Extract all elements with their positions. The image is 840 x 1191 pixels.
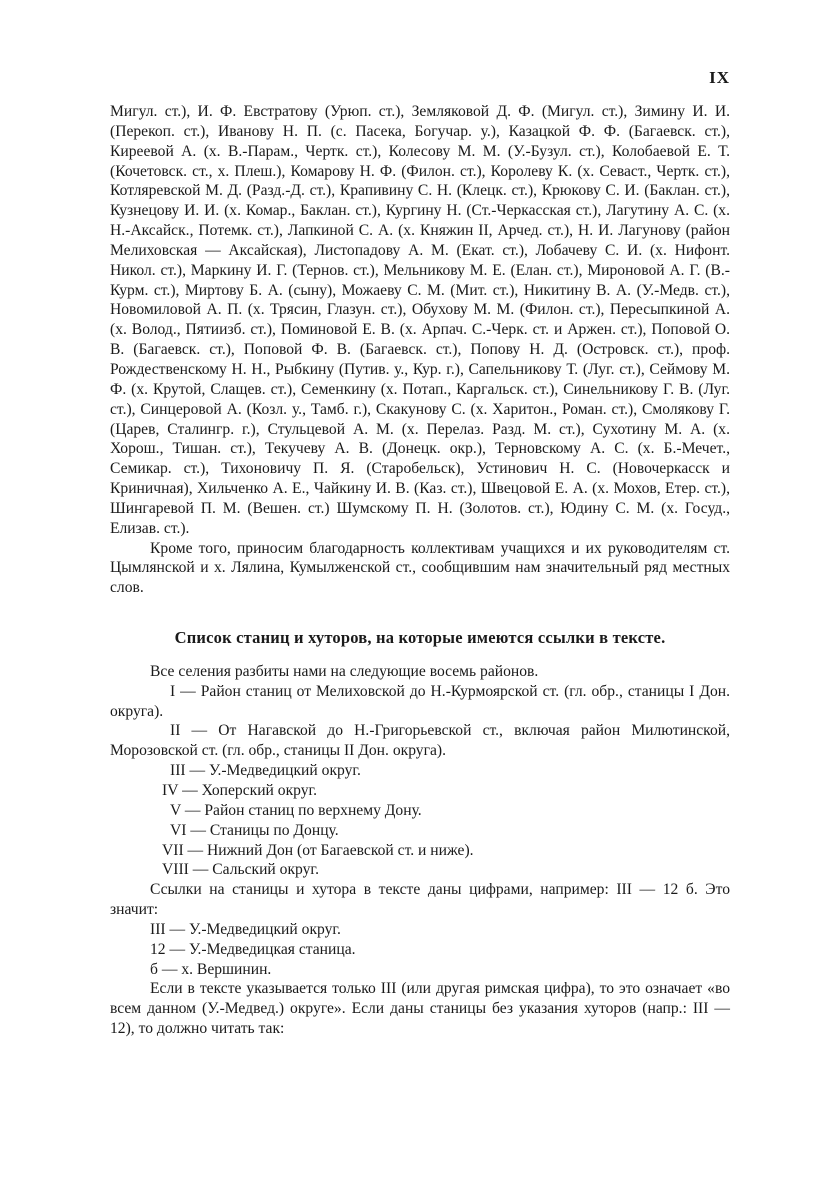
- section-intro: Все селения разбиты нами на следующие восемь районов.: [150, 662, 539, 680]
- closing-paragraph: Если в тексте указывается только III (или другая римская цифра), то это означает «во всем данном (У.-Медвед.) округе». Если даны станицы без указания хуторов (напр.: III — 12), то должно читать так:: [110, 980, 730, 1038]
- page-number: IX: [709, 68, 730, 87]
- reference-note: Ссылки на станицы и хутора в тексте даны цифрами, например: III — 12 б. Это значит:: [110, 881, 730, 919]
- district-item: V — Район станиц по верхнему Дону.: [170, 801, 422, 819]
- district-item: VIII — Сальский округ.: [162, 861, 319, 879]
- district-item: IV — Хоперский округ.: [162, 782, 318, 799]
- section-heading: Список станиц и хуторов, на которые имеются ссылки в тексте.: [174, 628, 666, 648]
- district-item: II — От Нагавской до Н.-Григорьевской ст., включая район Милютинской, Морозовской ст. (гл. обр., станицы II Дон. округа).: [110, 722, 730, 760]
- district-item: III — У.-Медведицкий округ.: [170, 762, 361, 780]
- page-content: [110, 102, 730, 1039]
- acknowledgements-paragraph: Мигул. ст.), И. Ф. Евстратову (Урюп. ст.), Земляковой Д. Ф. (Мигул. ст.), Зимину И. И. (Перекоп. ст.), Иванову Н. П. (с. Пасека, Богучар. у.), Казацкой Ф. Ф. (Багаевск. ст.), Киреевой А. (х. В.-Парам., Чертк. ст.), Колесову М. М. (У.-Бузул. ст.), Колобаевой Е. Т. (Кочетовск. ст., х. Плеш.), Комарову Н. Ф. (Филон. ст.), Королеву К. (х. Севаст., Чертк. ст.), Котляревской М. Д. (Разд.-Д. ст.), Крапивину С. Н. (Клецк. ст.), Крюкову С. И. (Баклан. ст.), Кузнецову И. И. (х. Комар., Баклан. ст.), Кургину Н. (Ст.-Черкасская ст.), Лагутину А. С. (х. Н.-Аксайск., Потемк. ст.), Лапкиной С. А. (х. Княжин II, Арчед. ст.), Н. И. Лагунову (район Мелиховская — Аксайская), Листопадову А. М. (Екат. ст.), Лобачеву С. И. (х. Нифонт. Никол. ст.), Маркину И. Г. (Тернов. ст.), Мельникову М. Е. (Елан. ст.), Мироновой А. Г. (В.-Курм. ст.), Миртову Б. А. (сыну), Можаеву С. М. (Мит. ст.), Никитину В. А. (У.-Медв. ст.), Новомиловой А. П. (х. Трясин, Глазун. ст.), Обухову М. М. (Филон. ст.), Пересыпкиной А. (х. Волод., Пятиизб. ст.), Поминовой Е. В. (х. Арпач. С.-Черк. ст. и Аржен. ст.), Поповой О. В. (Багаевск. ст.), Поповой Ф. В. (Багаевск. ст.), Попову Н. Д. (Островск. ст.), проф. Рождественскому Н. Н., Рыбкину (Путив. у., Кур. г.), Сапельникову Т. (Луг. ст.), Сеймову М. Ф. (х. Крутой, Слащев. ст.), Семенкину (х. Потап., Каргальск. ст.), Синельникову Г. В. (Луг. ст.), Синцеровой А. (Козл. у., Тамб. г.), Скакунову С. (х. Харитон., Роман. ст.), Смолякову Г. (Царев, Сталингр. г.), Стульцевой А. М. (х. Перелаз. Разд. М. ст.), Сухотину М. А. (х. Хорош., Тишан. ст.), Текучеву А. В. (Донецк. окр.), Терновскому А. С. (х. Б.-Мечет., Семикар. ст.), Тихоновичу П. Я. (Старобельск), Устинович Н. С. (Новочеркасск и Криничная), Хильченко А. Е., Чайкину И. В. (Каз. ст.), Швецовой Е. А. (х. Мохов, Етер. ст.), Шингаревой П. М. (Вешен. ст.) Шумскому П. Н. (Золотов. ст.), Юдину С. М. (х. Госуд., Елизав. ст.).: [110, 103, 730, 537]
- acknowledgements-closing-paragraph: Кроме того, приносим благодарность коллективам учащихся и их руководителям ст. Цымлянской и х. Лялина, Кумылженской ст., сообщившим нам значительный ряд местных слов.: [110, 539, 730, 597]
- district-item: I — Район станиц от Мелиховской до Н.-Курмоярской ст. (гл. обр., станицы I Дон. округа).: [110, 682, 730, 720]
- district-item: VII — Нижний Дон (от Багаевской ст. и ниже).: [162, 841, 474, 859]
- example-item: б — х. Вершинин.: [150, 960, 272, 978]
- district-list: [110, 682, 730, 880]
- example-list: [110, 920, 730, 980]
- example-item: 12 — У.-Медведицкая станица.: [150, 940, 356, 958]
- district-item: VI — Станицы по Донцу.: [170, 821, 339, 839]
- example-item: III — У.-Медведицкий округ.: [150, 920, 341, 938]
